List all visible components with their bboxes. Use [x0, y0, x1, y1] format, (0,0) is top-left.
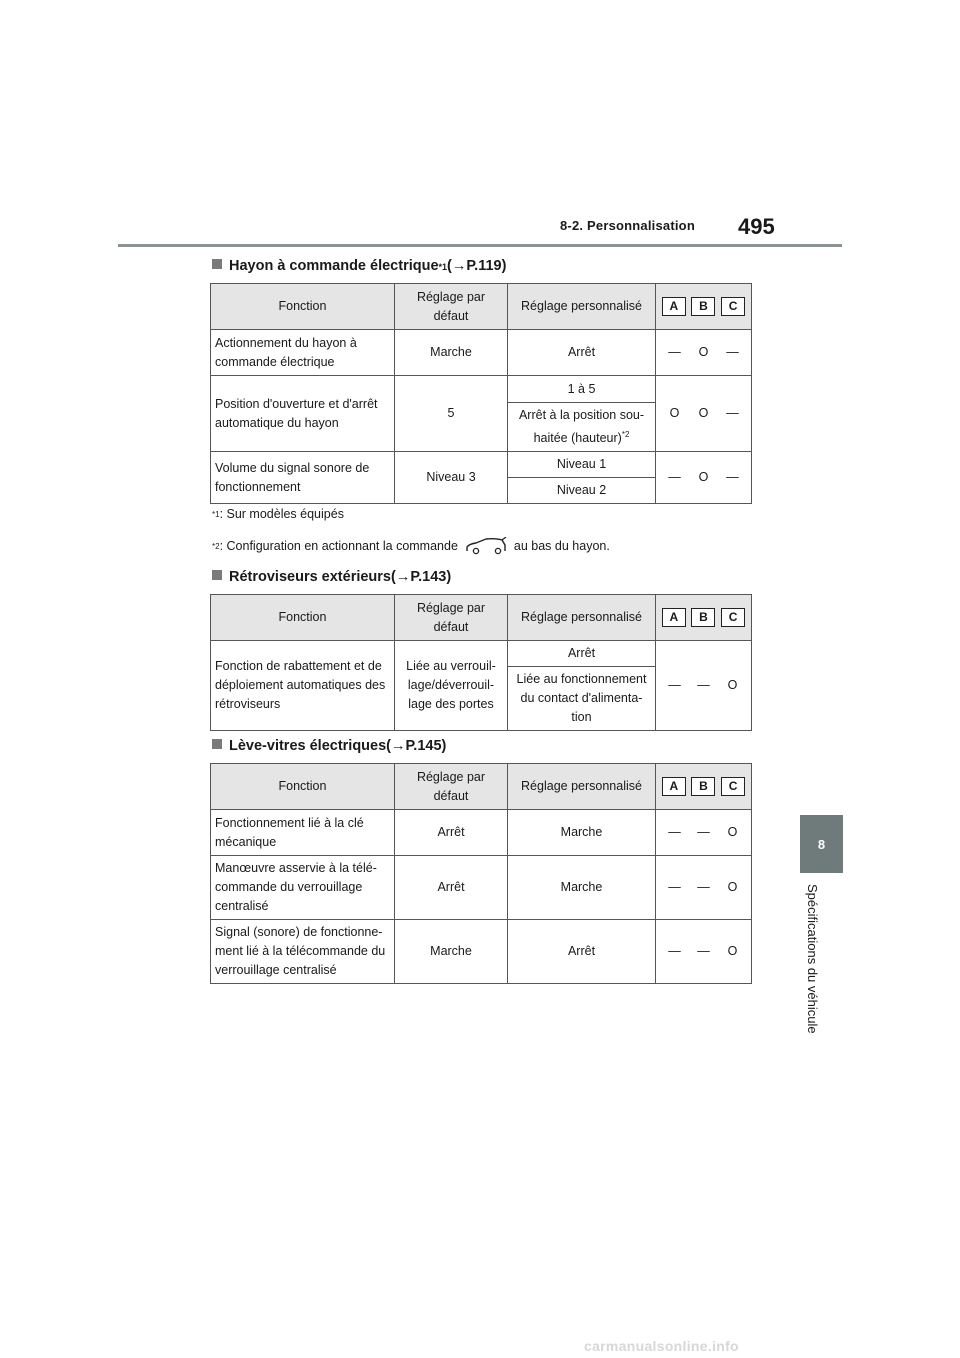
bullet-square-icon — [212, 570, 222, 580]
watermark: carmanualsonline.info — [584, 1338, 739, 1354]
header-defaut: Réglage par défaut — [395, 284, 508, 330]
table-row: Manœuvre asservie à la télé-commande du verrouillage centralisé Arrêt Marche — — O — [211, 856, 752, 920]
chapter-label: Spécifications du véhicule — [805, 884, 820, 1034]
chapter-tab[interactable] — [800, 815, 843, 873]
footnote-2: *2 : Configuration en actionnant la commande au bas du hayon. — [212, 539, 610, 553]
column-b-icon: B — [691, 608, 715, 627]
header-perso: Réglage personnalisé — [508, 284, 656, 330]
page-reference-link[interactable]: (→P.119) — [447, 258, 507, 274]
column-a-icon: A — [662, 777, 686, 796]
table-row: Actionnement du hayon à commande électrique Marche Arrêt — O — — [211, 330, 752, 376]
table-leve-vitres — [210, 763, 752, 984]
column-c-icon: C — [721, 777, 745, 796]
bullet-square-icon — [212, 739, 222, 749]
table-row: Liée au fonctionnement du contact d'alimenta-tion — [211, 667, 752, 731]
tailgate-switch-icon — [464, 537, 508, 555]
column-a-icon: A — [662, 297, 686, 316]
header-divider — [118, 244, 842, 247]
section-title: 8-2. Personnalisation — [560, 218, 695, 233]
page-reference-link[interactable]: (→P.143) — [391, 569, 452, 585]
table-row: Fonctionnement lié à la clé mécanique Arrêt Marche — — O — [211, 810, 752, 856]
header-fonction: Fonction — [211, 284, 395, 330]
heading-retroviseurs: Rétroviseurs extérieurs (→P.143) — [212, 569, 451, 585]
column-a-icon: A — [662, 608, 686, 627]
table-header-row — [211, 284, 752, 330]
table-row: Signal (sonore) de fonctionne-ment lié à la télécommande du verrouillage centralisé Marche Arrêt — — O — [211, 920, 752, 984]
header-abc — [656, 284, 752, 330]
table-row: Volume du signal sonore de fonctionnement Niveau 3 Niveau 1 — O — — [211, 452, 752, 478]
column-b-icon: B — [691, 777, 715, 796]
column-c-icon: C — [721, 297, 745, 316]
heading-hayon: Hayon à commande électrique *1 (→P.119) — [212, 258, 506, 274]
column-b-icon: B — [691, 297, 715, 316]
heading-leve-vitres: Lève-vitres électriques (→P.145) — [212, 738, 446, 754]
table-row: Niveau 2 — [211, 478, 752, 504]
table-hayon — [210, 283, 752, 504]
page-number: 495 — [738, 214, 775, 239]
table-header-row: Fonction Réglage par défaut Réglage personnalisé A B C — [211, 764, 752, 810]
table-row: Position d'ouverture et d'arrêt automatique du hayon 5 1 à 5 O O — — [211, 376, 752, 403]
table-header-row: Fonction Réglage par défaut Réglage personnalisé A B C — [211, 595, 752, 641]
bullet-square-icon — [212, 259, 222, 269]
page-reference-link[interactable]: (→P.145) — [386, 738, 447, 754]
table-retroviseurs — [210, 594, 752, 731]
footnote-1: *1 : Sur modèles équipés — [212, 507, 344, 521]
table-row: Fonction de rabattement et de déploiement automatiques des rétroviseurs Liée au verrouil-lage/déverrouil-lage des portes Arrêt — — O — [211, 641, 752, 667]
chapter-number: 8 — [817, 836, 826, 852]
column-c-icon: C — [721, 608, 745, 627]
table-row: Arrêt à la position sou-haitée (hauteur)$^{*2}$ — [211, 403, 752, 452]
